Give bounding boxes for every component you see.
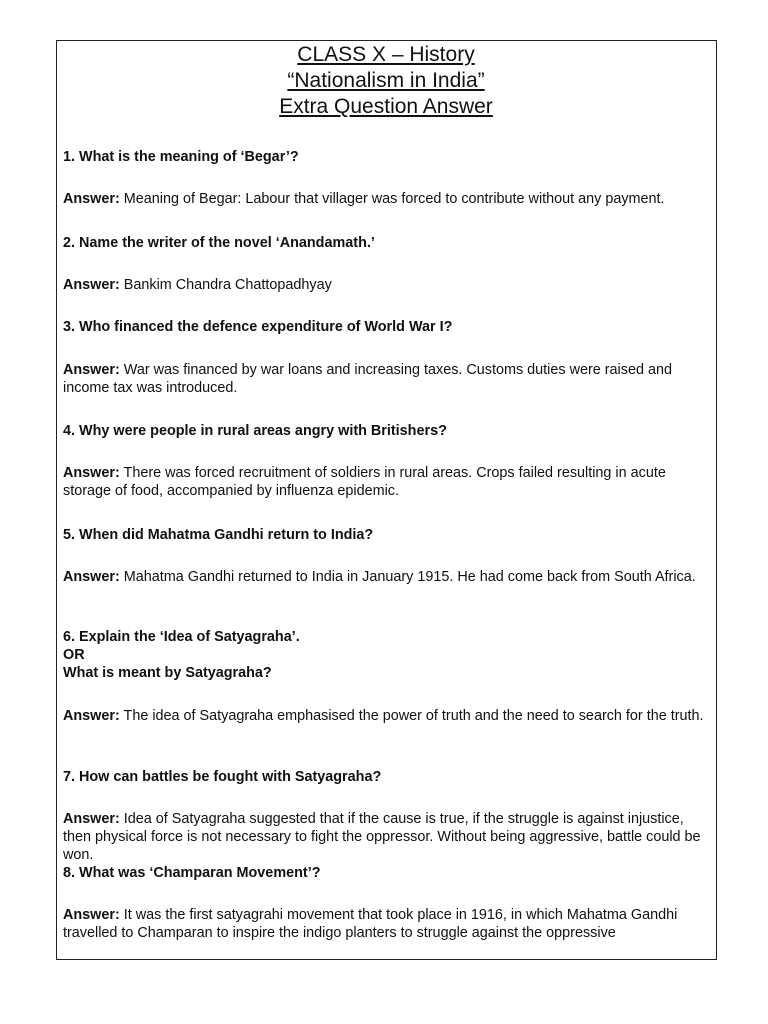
question-text: 3. Who financed the defence expenditure of World War I?	[63, 319, 453, 335]
title-line-chapter: “Nationalism in India”	[287, 69, 485, 92]
answer-label: Answer:	[63, 277, 120, 293]
answer-body: War was financed by war loans and increasing taxes. Customs duties were raised and income tax was introduced.	[63, 362, 672, 396]
answer-1	[63, 190, 709, 208]
question-text: 7. How can battles be fought with Satyagraha?	[63, 769, 382, 785]
answer-label: Answer:	[63, 907, 120, 923]
answer-body: Meaning of Begar: Labour that villager was forced to contribute without any payment.	[123, 191, 665, 207]
answer-label: Answer:	[63, 362, 120, 378]
answer-body: The idea of Satyagraha emphasised the power of truth and the need to search for the truth.	[123, 708, 704, 724]
question-4	[63, 422, 709, 440]
question-text: 2. Name the writer of the novel ‘Anandamath.’	[63, 235, 375, 251]
answer-text	[63, 361, 709, 397]
question-text: 8. What was ‘Champaran Movement’?	[63, 865, 321, 881]
answer-8	[63, 906, 709, 942]
answer-text	[63, 810, 709, 864]
question-text: 6. Explain the ‘Idea of Satyagraha’.	[63, 629, 300, 645]
question-2	[63, 234, 709, 252]
answer-text	[63, 276, 709, 294]
answer-text	[63, 707, 709, 725]
answer-label: Answer:	[63, 465, 120, 481]
page-title	[63, 42, 709, 120]
question-5	[63, 526, 709, 544]
answer-body: Idea of Satyagraha suggested that if the cause is true, if the struggle is against injustice, then physical force is not necessary to fight the oppressor. Without being aggressive, battle could be won.	[63, 811, 701, 863]
question-text: 4. Why were people in rural areas angry with Britishers?	[63, 423, 447, 439]
answer-text	[63, 568, 709, 586]
answer-label: Answer:	[63, 569, 120, 585]
answer-label: Answer:	[63, 191, 120, 207]
question-text: 1. What is the meaning of ‘Begar’?	[63, 149, 299, 165]
answer-text	[63, 190, 709, 208]
question-or: OR	[63, 647, 85, 663]
question-1	[63, 148, 709, 166]
question-6	[63, 628, 709, 682]
title-line-class: CLASS X – History	[297, 43, 475, 66]
answer-text	[63, 464, 709, 500]
question-text: 5. When did Mahatma Gandhi return to India?	[63, 527, 374, 543]
answer-5	[63, 568, 709, 586]
answer-body: Mahatma Gandhi returned to India in January 1915. He had come back from South Africa.	[123, 569, 696, 585]
question-3	[63, 318, 709, 336]
question-8	[63, 864, 709, 882]
answer-6	[63, 707, 709, 725]
answer-7	[63, 810, 709, 864]
answer-2	[63, 276, 709, 294]
answer-3	[63, 361, 709, 397]
answer-4	[63, 464, 709, 500]
answer-text	[63, 906, 709, 942]
title-line-subtitle: Extra Question Answer	[279, 95, 493, 118]
answer-body: It was the first satyagrahi movement that took place in 1916, in which Mahatma Gandhi travelled to Champaran to inspire the indigo planters to struggle against the oppressive	[63, 907, 678, 941]
question-7	[63, 768, 709, 786]
answer-label: Answer:	[63, 811, 120, 827]
answer-label: Answer:	[63, 708, 120, 724]
answer-body: Bankim Chandra Chattopadhyay	[123, 277, 332, 293]
answer-body: There was forced recruitment of soldiers in rural areas. Crops failed resulting in acute storage of food, accompanied by influenza epidemic.	[63, 465, 666, 499]
question-alt-text: What is meant by Satyagraha?	[63, 665, 272, 681]
